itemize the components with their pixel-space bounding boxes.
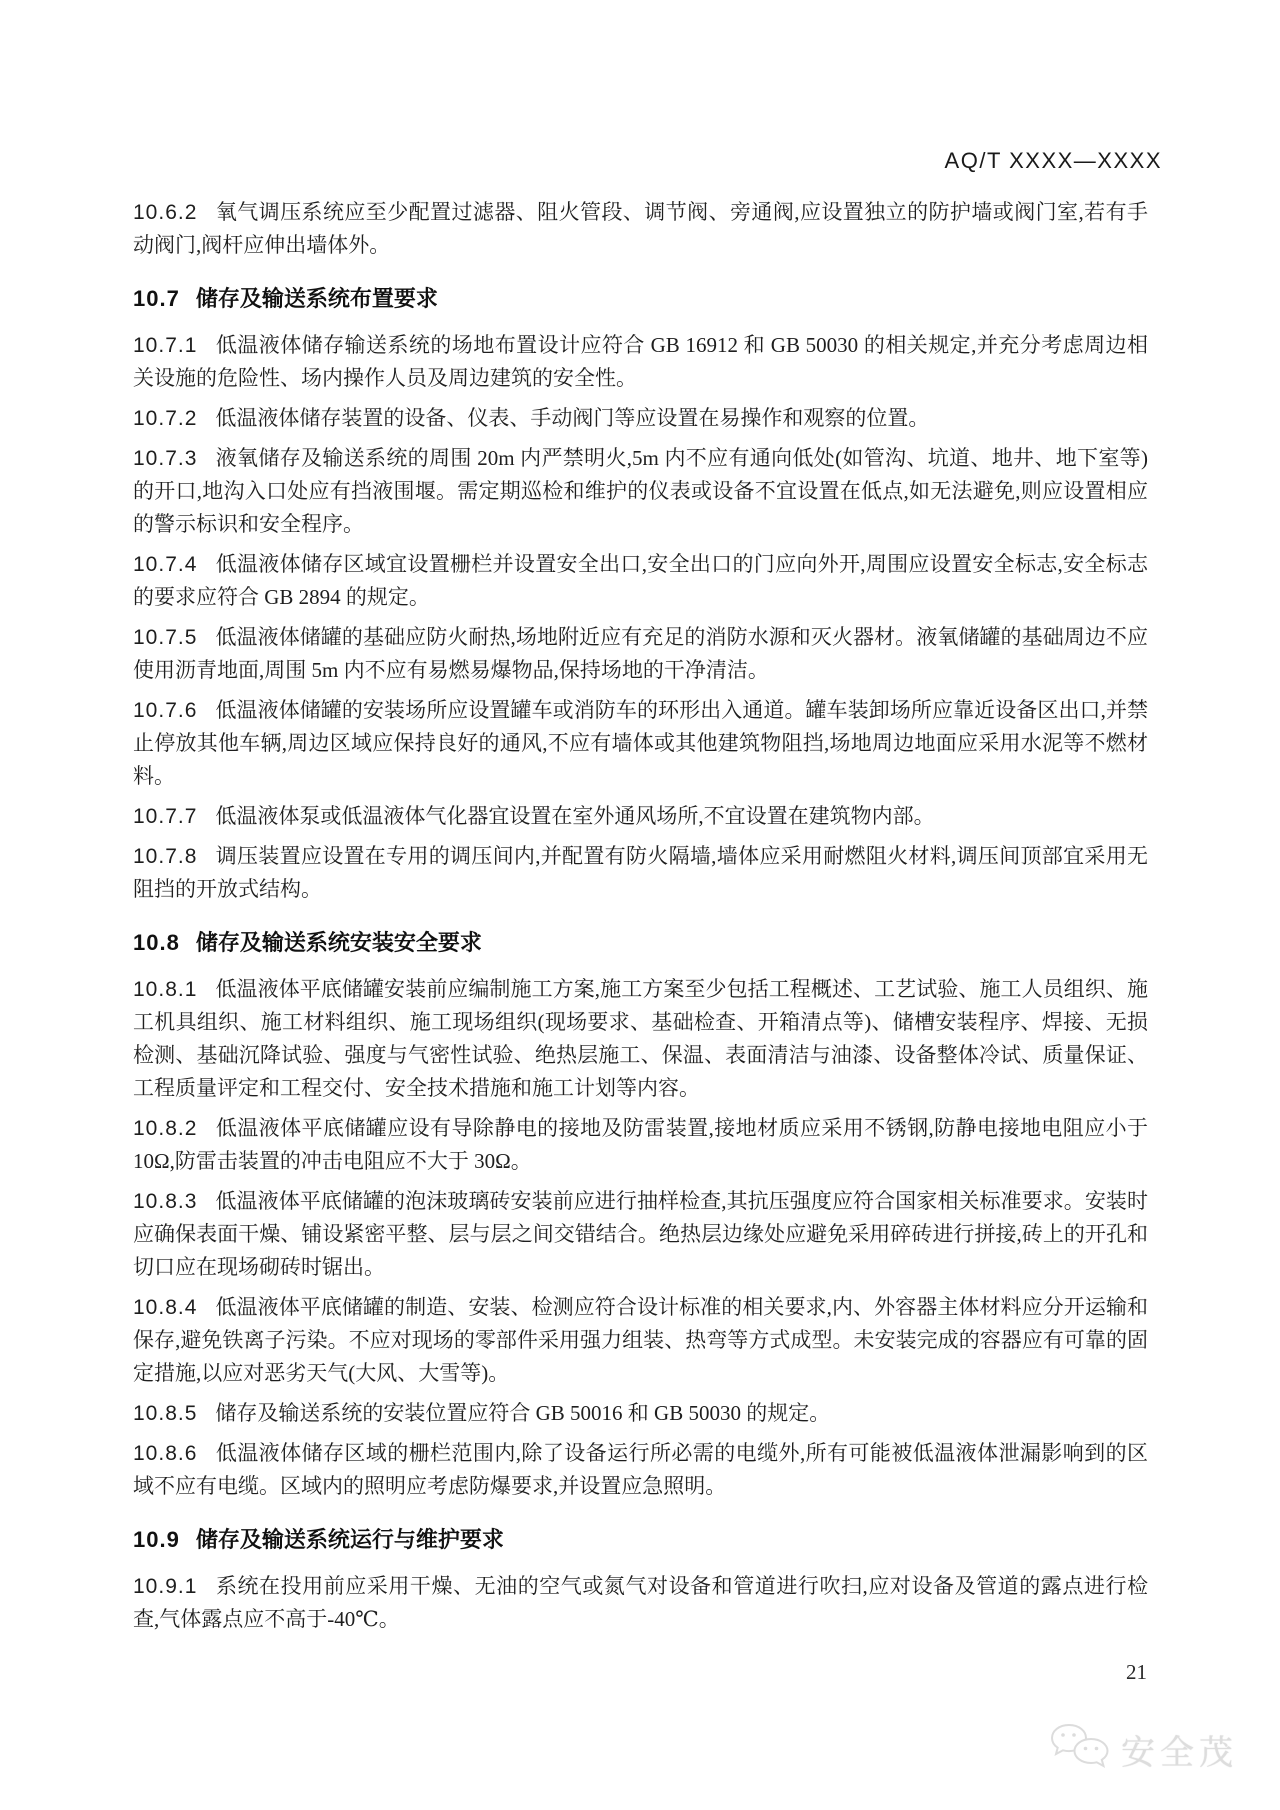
- clause-number: 10.7.4: [133, 553, 198, 576]
- clause-number: 10.8.6: [133, 1442, 198, 1465]
- clause-text: 低温液体泵或低温液体气化器宜设置在室外通风场所,不宜设置在建筑物内部。: [215, 804, 935, 828]
- clause-paragraph: [133, 196, 1148, 262]
- clause-paragraph: [133, 1291, 1148, 1390]
- section-heading-number: 10.8: [133, 930, 180, 955]
- clause-text: 低温液体平底储罐的泡沫玻璃砖安装前应进行抽样检查,其抗压强度应符合国家相关标准要求。安装时应确保表面干燥、铺设紧密平整、层与层之间交错结合。绝热层边缘处应避免采用碎砖进行拼接,砖上的开孔和切口应在现场砌砖时锯出。: [133, 1189, 1148, 1279]
- clause-paragraph: [133, 548, 1148, 614]
- section-heading-number: 10.7: [133, 286, 180, 311]
- section-heading: [133, 282, 1148, 315]
- clause-number: 10.8.1: [133, 978, 198, 1001]
- section-heading: [133, 1523, 1148, 1556]
- clause-number: 10.7.8: [133, 845, 198, 868]
- clause-paragraph: [133, 840, 1148, 906]
- section-heading: [133, 926, 1148, 959]
- section-heading-text: 储存及输送系统布置要求: [195, 286, 438, 311]
- clause-number: 10.6.2: [133, 201, 198, 224]
- clause-number: 10.8.4: [133, 1296, 198, 1319]
- document-header-standard-number: AQ/T XXXX—XXXX: [944, 148, 1162, 173]
- clause-number: 10.9.1: [133, 1575, 198, 1598]
- clause-text: 低温液体储罐的安装场所应设置罐车或消防车的环形出入通道。罐车装卸场所应靠近设备区出口,并禁止停放其他车辆,周边区域应保持良好的通风,不应有墙体或其他建筑物阻挡,场地周边地面应采用水泥等不燃材料。: [133, 698, 1148, 788]
- clause-text: 调压装置应设置在专用的调压间内,并配置有防火隔墙,墙体应采用耐燃阻火材料,调压间顶部宜采用无阻挡的开放式结构。: [133, 844, 1148, 901]
- clause-number: 10.7.3: [133, 447, 198, 470]
- clause-paragraph: [133, 800, 1148, 833]
- clause-number: 10.7.5: [133, 626, 198, 649]
- clause-paragraph: [133, 402, 1148, 435]
- watermark: [1049, 1722, 1238, 1776]
- clause-paragraph: [133, 1570, 1148, 1636]
- document-body: [133, 196, 1148, 1643]
- clause-text: 液氧储存及输送系统的周围 20m 内严禁明火,5m 内不应有通向低处(如管沟、坑道、地井、地下室等)的开口,地沟入口处应有挡液围堰。需定期巡检和维护的仪表或设备不宜设置在低点,如无法避免,则应设置相应的警示标识和安全程序。: [133, 446, 1148, 536]
- clause-number: 10.7.7: [133, 805, 198, 828]
- clause-text: 低温液体平底储罐的制造、安装、检测应符合设计标准的相关要求,内、外容器主体材料应分开运输和保存,避免铁离子污染。不应对现场的零部件采用强力组装、热弯等方式成型。未安装完成的容器应有可靠的固定措施,以应对恶劣天气(大风、大雪等)。: [133, 1295, 1148, 1385]
- clause-number: 10.8.5: [133, 1402, 198, 1425]
- clause-paragraph: [133, 329, 1148, 395]
- clause-paragraph: [133, 1437, 1148, 1503]
- section-heading-number: 10.9: [133, 1527, 180, 1552]
- page-number: 21: [1126, 1660, 1147, 1684]
- clause-paragraph: [133, 973, 1148, 1105]
- clause-text: 系统在投用前应采用干燥、无油的空气或氮气对设备和管道进行吹扫,应对设备及管道的露点进行检查,气体露点应不高于-40℃。: [133, 1574, 1148, 1631]
- clause-text: 低温液体储存装置的设备、仪表、手动阀门等应设置在易操作和观察的位置。: [215, 406, 930, 430]
- clause-paragraph: [133, 1112, 1148, 1178]
- clause-text: 氧气调压系统应至少配置过滤器、阻火管段、调节阀、旁通阀,应设置独立的防护墙或阀门室,若有手动阀门,阀杆应伸出墙体外。: [133, 200, 1148, 257]
- section-heading-text: 储存及输送系统安装安全要求: [195, 930, 482, 955]
- watermark-text: 安全茂: [1121, 1733, 1238, 1772]
- clause-text: 低温液体储存区域宜设置栅栏并设置安全出口,安全出口的门应向外开,周围应设置安全标志,安全标志的要求应符合 GB 2894 的规定。: [133, 552, 1148, 609]
- clause-text: 低温液体储罐的基础应防火耐热,场地附近应有充足的消防水源和灭火器材。液氧储罐的基础周边不应使用沥青地面,周围 5m 内不应有易燃易爆物品,保持场地的干净清洁。: [133, 625, 1148, 682]
- clause-number: 10.7.1: [133, 334, 198, 357]
- clause-text: 低温液体储存区域的栅栏范围内,除了设备运行所必需的电缆外,所有可能被低温液体泄漏影响到的区域不应有电缆。区域内的照明应考虑防爆要求,并设置应急照明。: [133, 1441, 1148, 1498]
- clause-text: 储存及输送系统的安装位置应符合 GB 50016 和 GB 50030 的规定。: [215, 1401, 831, 1425]
- clause-number: 10.7.2: [133, 407, 198, 430]
- clause-text: 低温液体平底储罐应设有导除静电的接地及防雷装置,接地材质应采用不锈钢,防静电接地电阻应小于 10Ω,防雷击装置的冲击电阻应不大于 30Ω。: [133, 1116, 1148, 1173]
- clause-paragraph: [133, 1185, 1148, 1284]
- clause-number: 10.7.6: [133, 699, 198, 722]
- clause-text: 低温液体储存输送系统的场地布置设计应符合 GB 16912 和 GB 50030 的相关规定,并充分考虑周边相关设施的危险性、场内操作人员及周边建筑的安全性。: [133, 333, 1148, 390]
- wechat-chat-bubbles-icon: [1049, 1722, 1111, 1776]
- clause-paragraph: [133, 694, 1148, 793]
- clause-text: 低温液体平底储罐安装前应编制施工方案,施工方案至少包括工程概述、工艺试验、施工人员组织、施工机具组织、施工材料组织、施工现场组织(现场要求、基础检查、开箱清点等)、储槽安装程序、焊接、无损检测、基础沉降试验、强度与气密性试验、绝热层施工、保温、表面清洁与油漆、设备整体冷试、质量保证、工程质量评定和工程交付、安全技术措施和施工计划等内容。: [133, 977, 1148, 1100]
- clause-number: 10.8.2: [133, 1117, 198, 1140]
- clause-paragraph: [133, 1397, 1148, 1430]
- clause-paragraph: [133, 621, 1148, 687]
- clause-number: 10.8.3: [133, 1190, 198, 1213]
- clause-paragraph: [133, 442, 1148, 541]
- section-heading-text: 储存及输送系统运行与维护要求: [195, 1527, 504, 1552]
